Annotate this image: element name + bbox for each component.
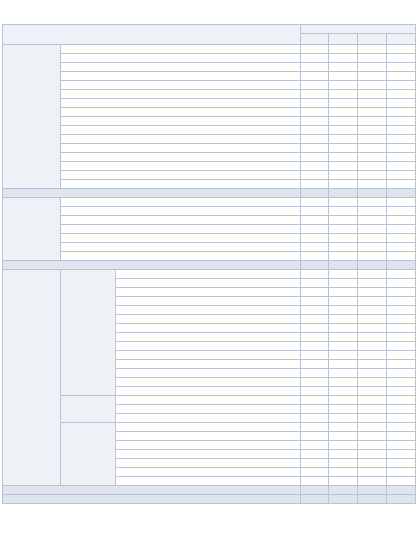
hours-cell <box>358 360 387 369</box>
subjects-header <box>3 25 301 45</box>
table-row <box>3 72 416 81</box>
hours-cell <box>301 450 329 459</box>
hours-cell <box>387 45 416 54</box>
hours-cell <box>387 108 416 117</box>
hours-cell <box>301 144 329 153</box>
subject-name <box>116 297 301 306</box>
hours-cell <box>301 207 329 216</box>
hours-cell <box>387 153 416 162</box>
hours-cell <box>329 270 358 279</box>
subject-name <box>116 333 301 342</box>
hours-cell <box>387 450 416 459</box>
hours-cell <box>329 153 358 162</box>
hours-cell <box>358 423 387 432</box>
subject-name <box>116 324 301 333</box>
hours-cell <box>301 270 329 279</box>
hours-cell <box>358 414 387 423</box>
hours-cell <box>329 414 358 423</box>
hours-cell <box>301 414 329 423</box>
subject-name <box>116 342 301 351</box>
subject-name <box>116 441 301 450</box>
hours-cell <box>329 90 358 99</box>
total-cell <box>329 495 358 504</box>
table-row <box>3 162 416 171</box>
total-cell <box>358 261 387 270</box>
hours-cell <box>301 378 329 387</box>
hours-cell <box>329 207 358 216</box>
hours-cell <box>301 441 329 450</box>
hours-cell <box>329 441 358 450</box>
compulsory-total-label <box>3 189 301 198</box>
hours-cell <box>329 297 358 306</box>
hours-cell <box>387 288 416 297</box>
grand-total-label <box>3 495 301 504</box>
hours-cell <box>387 207 416 216</box>
hours-cell <box>301 459 329 468</box>
hours-cell <box>301 90 329 99</box>
subject-name <box>61 171 301 180</box>
classes-header <box>301 25 416 34</box>
table-row <box>3 225 416 234</box>
table-row <box>3 45 416 54</box>
hours-cell <box>358 216 387 225</box>
hours-cell <box>387 279 416 288</box>
hours-cell <box>329 288 358 297</box>
hours-cell <box>329 315 358 324</box>
hours-cell <box>301 180 329 189</box>
subject-name <box>61 180 301 189</box>
hours-cell <box>329 387 358 396</box>
hours-cell <box>358 171 387 180</box>
subject-name <box>116 396 301 405</box>
hours-cell <box>387 468 416 477</box>
hours-cell <box>358 63 387 72</box>
hours-cell <box>301 387 329 396</box>
hours-cell <box>329 333 358 342</box>
elective-subgroup-label <box>61 270 116 396</box>
total-cell <box>301 486 329 495</box>
table-row <box>3 90 416 99</box>
hours-cell <box>358 405 387 414</box>
hours-cell <box>301 99 329 108</box>
subject-name <box>61 252 301 261</box>
hours-cell <box>329 117 358 126</box>
hours-cell <box>387 180 416 189</box>
table-row <box>3 153 416 162</box>
total-cell <box>358 189 387 198</box>
hours-cell <box>387 423 416 432</box>
hours-cell <box>329 468 358 477</box>
subject-name <box>61 54 301 63</box>
hours-cell <box>329 252 358 261</box>
hours-cell <box>387 252 416 261</box>
hours-cell <box>329 459 358 468</box>
hours-cell <box>358 153 387 162</box>
hours-cell <box>358 342 387 351</box>
hours-cell <box>358 270 387 279</box>
hours-cell <box>387 144 416 153</box>
table-row <box>3 81 416 90</box>
hours-cell <box>358 450 387 459</box>
table-row <box>3 423 416 432</box>
hours-cell <box>358 99 387 108</box>
hours-cell <box>358 90 387 99</box>
hours-cell <box>329 180 358 189</box>
hours-cell <box>358 243 387 252</box>
hours-cell <box>329 99 358 108</box>
class-label <box>387 34 416 45</box>
table-row <box>3 270 416 279</box>
subject-name <box>61 225 301 234</box>
table-row <box>3 117 416 126</box>
hours-cell <box>329 243 358 252</box>
subject-name <box>116 459 301 468</box>
hours-cell <box>301 351 329 360</box>
subject-name <box>61 198 301 207</box>
hours-cell <box>301 126 329 135</box>
class-label <box>358 34 387 45</box>
hours-cell <box>358 252 387 261</box>
table-row <box>3 216 416 225</box>
table-row <box>3 396 416 405</box>
hours-cell <box>329 477 358 486</box>
hours-cell <box>387 414 416 423</box>
hours-cell <box>358 108 387 117</box>
hours-cell <box>329 45 358 54</box>
grand-total-row <box>3 495 416 504</box>
hours-cell <box>329 432 358 441</box>
hours-cell <box>329 171 358 180</box>
table-row <box>3 126 416 135</box>
music-electives-total-label <box>3 261 301 270</box>
subject-name <box>61 117 301 126</box>
hours-cell <box>387 135 416 144</box>
hours-cell <box>358 432 387 441</box>
hours-cell <box>358 315 387 324</box>
hours-cell <box>387 441 416 450</box>
table-row <box>3 171 416 180</box>
hours-cell <box>301 108 329 117</box>
subject-name <box>61 153 301 162</box>
elective-subgroup-label <box>61 423 116 486</box>
hours-cell <box>387 396 416 405</box>
music-electives-group-label <box>3 198 61 261</box>
hours-cell <box>301 297 329 306</box>
hours-cell <box>301 252 329 261</box>
subject-name <box>61 63 301 72</box>
hours-cell <box>301 198 329 207</box>
hours-cell <box>387 99 416 108</box>
total-cell <box>329 189 358 198</box>
hours-cell <box>301 306 329 315</box>
hours-cell <box>301 288 329 297</box>
subject-name <box>61 81 301 90</box>
hours-cell <box>387 333 416 342</box>
hours-cell <box>387 477 416 486</box>
total-cell <box>358 495 387 504</box>
hours-cell <box>387 126 416 135</box>
hours-cell <box>329 378 358 387</box>
subject-name <box>61 243 301 252</box>
hours-cell <box>301 360 329 369</box>
hours-cell <box>301 225 329 234</box>
hours-cell <box>358 198 387 207</box>
hours-cell <box>329 306 358 315</box>
hours-cell <box>358 135 387 144</box>
hours-cell <box>358 144 387 153</box>
hours-cell <box>387 297 416 306</box>
subject-name <box>116 405 301 414</box>
hours-cell <box>301 162 329 171</box>
hours-cell <box>301 468 329 477</box>
total-cell <box>301 495 329 504</box>
hours-cell <box>329 234 358 243</box>
hours-cell <box>358 117 387 126</box>
total-cell <box>387 189 416 198</box>
table-row <box>3 108 416 117</box>
table-row <box>3 234 416 243</box>
hours-cell <box>358 378 387 387</box>
hours-cell <box>301 315 329 324</box>
hours-cell <box>358 234 387 243</box>
subject-name <box>61 234 301 243</box>
total-cell <box>387 486 416 495</box>
hours-cell <box>301 279 329 288</box>
table-row <box>3 144 416 153</box>
subject-name <box>116 351 301 360</box>
hours-cell <box>358 279 387 288</box>
total-cell <box>301 261 329 270</box>
total-cell <box>329 261 358 270</box>
hours-cell <box>387 198 416 207</box>
table-row <box>3 180 416 189</box>
hours-cell <box>387 324 416 333</box>
hours-cell <box>301 477 329 486</box>
hours-cell <box>358 162 387 171</box>
subject-name <box>116 450 301 459</box>
total-cell <box>329 486 358 495</box>
class-label <box>301 34 329 45</box>
hours-cell <box>387 378 416 387</box>
hours-cell <box>358 351 387 360</box>
hours-cell <box>329 135 358 144</box>
table-row <box>3 99 416 108</box>
hours-cell <box>301 171 329 180</box>
hours-cell <box>301 135 329 144</box>
total-cell <box>301 189 329 198</box>
hours-cell <box>387 72 416 81</box>
hours-cell <box>301 54 329 63</box>
hours-cell <box>358 54 387 63</box>
hours-cell <box>329 216 358 225</box>
hours-cell <box>301 81 329 90</box>
hours-cell <box>329 279 358 288</box>
hours-cell <box>301 117 329 126</box>
hours-cell <box>387 306 416 315</box>
subject-name <box>61 108 301 117</box>
table-row <box>3 63 416 72</box>
hours-cell <box>358 369 387 378</box>
hours-cell <box>329 162 358 171</box>
hours-cell <box>301 72 329 81</box>
hours-cell <box>387 342 416 351</box>
hours-cell <box>329 324 358 333</box>
hours-cell <box>329 360 358 369</box>
hours-cell <box>329 423 358 432</box>
hours-cell <box>329 72 358 81</box>
hours-cell <box>329 369 358 378</box>
hours-cell <box>387 225 416 234</box>
subject-name <box>116 369 301 378</box>
subject-name <box>116 378 301 387</box>
hours-cell <box>358 225 387 234</box>
hours-cell <box>329 351 358 360</box>
hours-cell <box>301 432 329 441</box>
hours-cell <box>358 207 387 216</box>
table-row <box>3 207 416 216</box>
hours-cell <box>358 387 387 396</box>
hours-cell <box>301 45 329 54</box>
hours-cell <box>301 234 329 243</box>
hours-cell <box>358 297 387 306</box>
hours-cell <box>329 54 358 63</box>
hours-cell <box>301 405 329 414</box>
hours-cell <box>358 396 387 405</box>
hours-cell <box>329 198 358 207</box>
hours-cell <box>387 360 416 369</box>
hours-cell <box>358 441 387 450</box>
music-electives-total-row <box>3 261 416 270</box>
hours-cell <box>329 396 358 405</box>
hours-cell <box>329 225 358 234</box>
electives-group-label <box>3 270 61 486</box>
subject-name <box>61 135 301 144</box>
table-row <box>3 135 416 144</box>
hours-cell <box>387 315 416 324</box>
hours-cell <box>387 270 416 279</box>
hours-cell <box>387 90 416 99</box>
hours-cell <box>358 72 387 81</box>
hours-cell <box>358 180 387 189</box>
hours-cell <box>329 108 358 117</box>
hours-cell <box>329 450 358 459</box>
elective-subgroup-label <box>61 396 116 423</box>
subject-name <box>61 144 301 153</box>
subject-name <box>61 90 301 99</box>
hours-cell <box>358 324 387 333</box>
hours-cell <box>387 387 416 396</box>
hours-cell <box>387 432 416 441</box>
hours-cell <box>387 63 416 72</box>
weekly-course-schedule-table <box>2 24 416 504</box>
hours-cell <box>301 396 329 405</box>
electives-total-label <box>3 486 301 495</box>
hours-cell <box>301 243 329 252</box>
table-row <box>3 54 416 63</box>
total-cell <box>358 486 387 495</box>
hours-cell <box>329 126 358 135</box>
subject-name <box>116 387 301 396</box>
subject-name <box>116 270 301 279</box>
subject-name <box>116 288 301 297</box>
total-cell <box>387 261 416 270</box>
hours-cell <box>387 405 416 414</box>
hours-cell <box>301 153 329 162</box>
hours-cell <box>387 81 416 90</box>
subject-name <box>116 306 301 315</box>
hours-cell <box>301 369 329 378</box>
hours-cell <box>358 126 387 135</box>
hours-cell <box>387 162 416 171</box>
subject-name <box>61 126 301 135</box>
subject-name <box>61 162 301 171</box>
hours-cell <box>329 405 358 414</box>
hours-cell <box>387 243 416 252</box>
subject-name <box>116 360 301 369</box>
subject-name <box>116 414 301 423</box>
compulsory-total-row <box>3 189 416 198</box>
compulsory-group-label <box>3 45 61 189</box>
subject-name <box>116 315 301 324</box>
hours-cell <box>301 216 329 225</box>
subject-name <box>116 468 301 477</box>
hours-cell <box>387 171 416 180</box>
hours-cell <box>301 324 329 333</box>
hours-cell <box>358 306 387 315</box>
subject-name <box>116 432 301 441</box>
subject-name <box>61 216 301 225</box>
hours-cell <box>387 216 416 225</box>
subject-name <box>61 99 301 108</box>
hours-cell <box>387 117 416 126</box>
hours-cell <box>301 63 329 72</box>
table-row <box>3 198 416 207</box>
hours-cell <box>358 288 387 297</box>
subject-name <box>61 45 301 54</box>
hours-cell <box>358 459 387 468</box>
subject-name <box>116 423 301 432</box>
electives-total-row <box>3 486 416 495</box>
hours-cell <box>387 459 416 468</box>
header-row <box>3 25 416 34</box>
table-row <box>3 243 416 252</box>
class-label <box>329 34 358 45</box>
hours-cell <box>329 342 358 351</box>
hours-cell <box>387 351 416 360</box>
hours-cell <box>329 144 358 153</box>
hours-cell <box>301 333 329 342</box>
hours-cell <box>301 423 329 432</box>
hours-cell <box>358 45 387 54</box>
table-row <box>3 252 416 261</box>
hours-cell <box>387 54 416 63</box>
hours-cell <box>358 333 387 342</box>
hours-cell <box>387 234 416 243</box>
hours-cell <box>387 369 416 378</box>
hours-cell <box>329 63 358 72</box>
hours-cell <box>358 81 387 90</box>
subject-name <box>116 279 301 288</box>
hours-cell <box>329 81 358 90</box>
subject-name <box>116 477 301 486</box>
subject-name <box>61 72 301 81</box>
hours-cell <box>358 477 387 486</box>
subject-name <box>61 207 301 216</box>
hours-cell <box>301 342 329 351</box>
hours-cell <box>358 468 387 477</box>
total-cell <box>387 495 416 504</box>
